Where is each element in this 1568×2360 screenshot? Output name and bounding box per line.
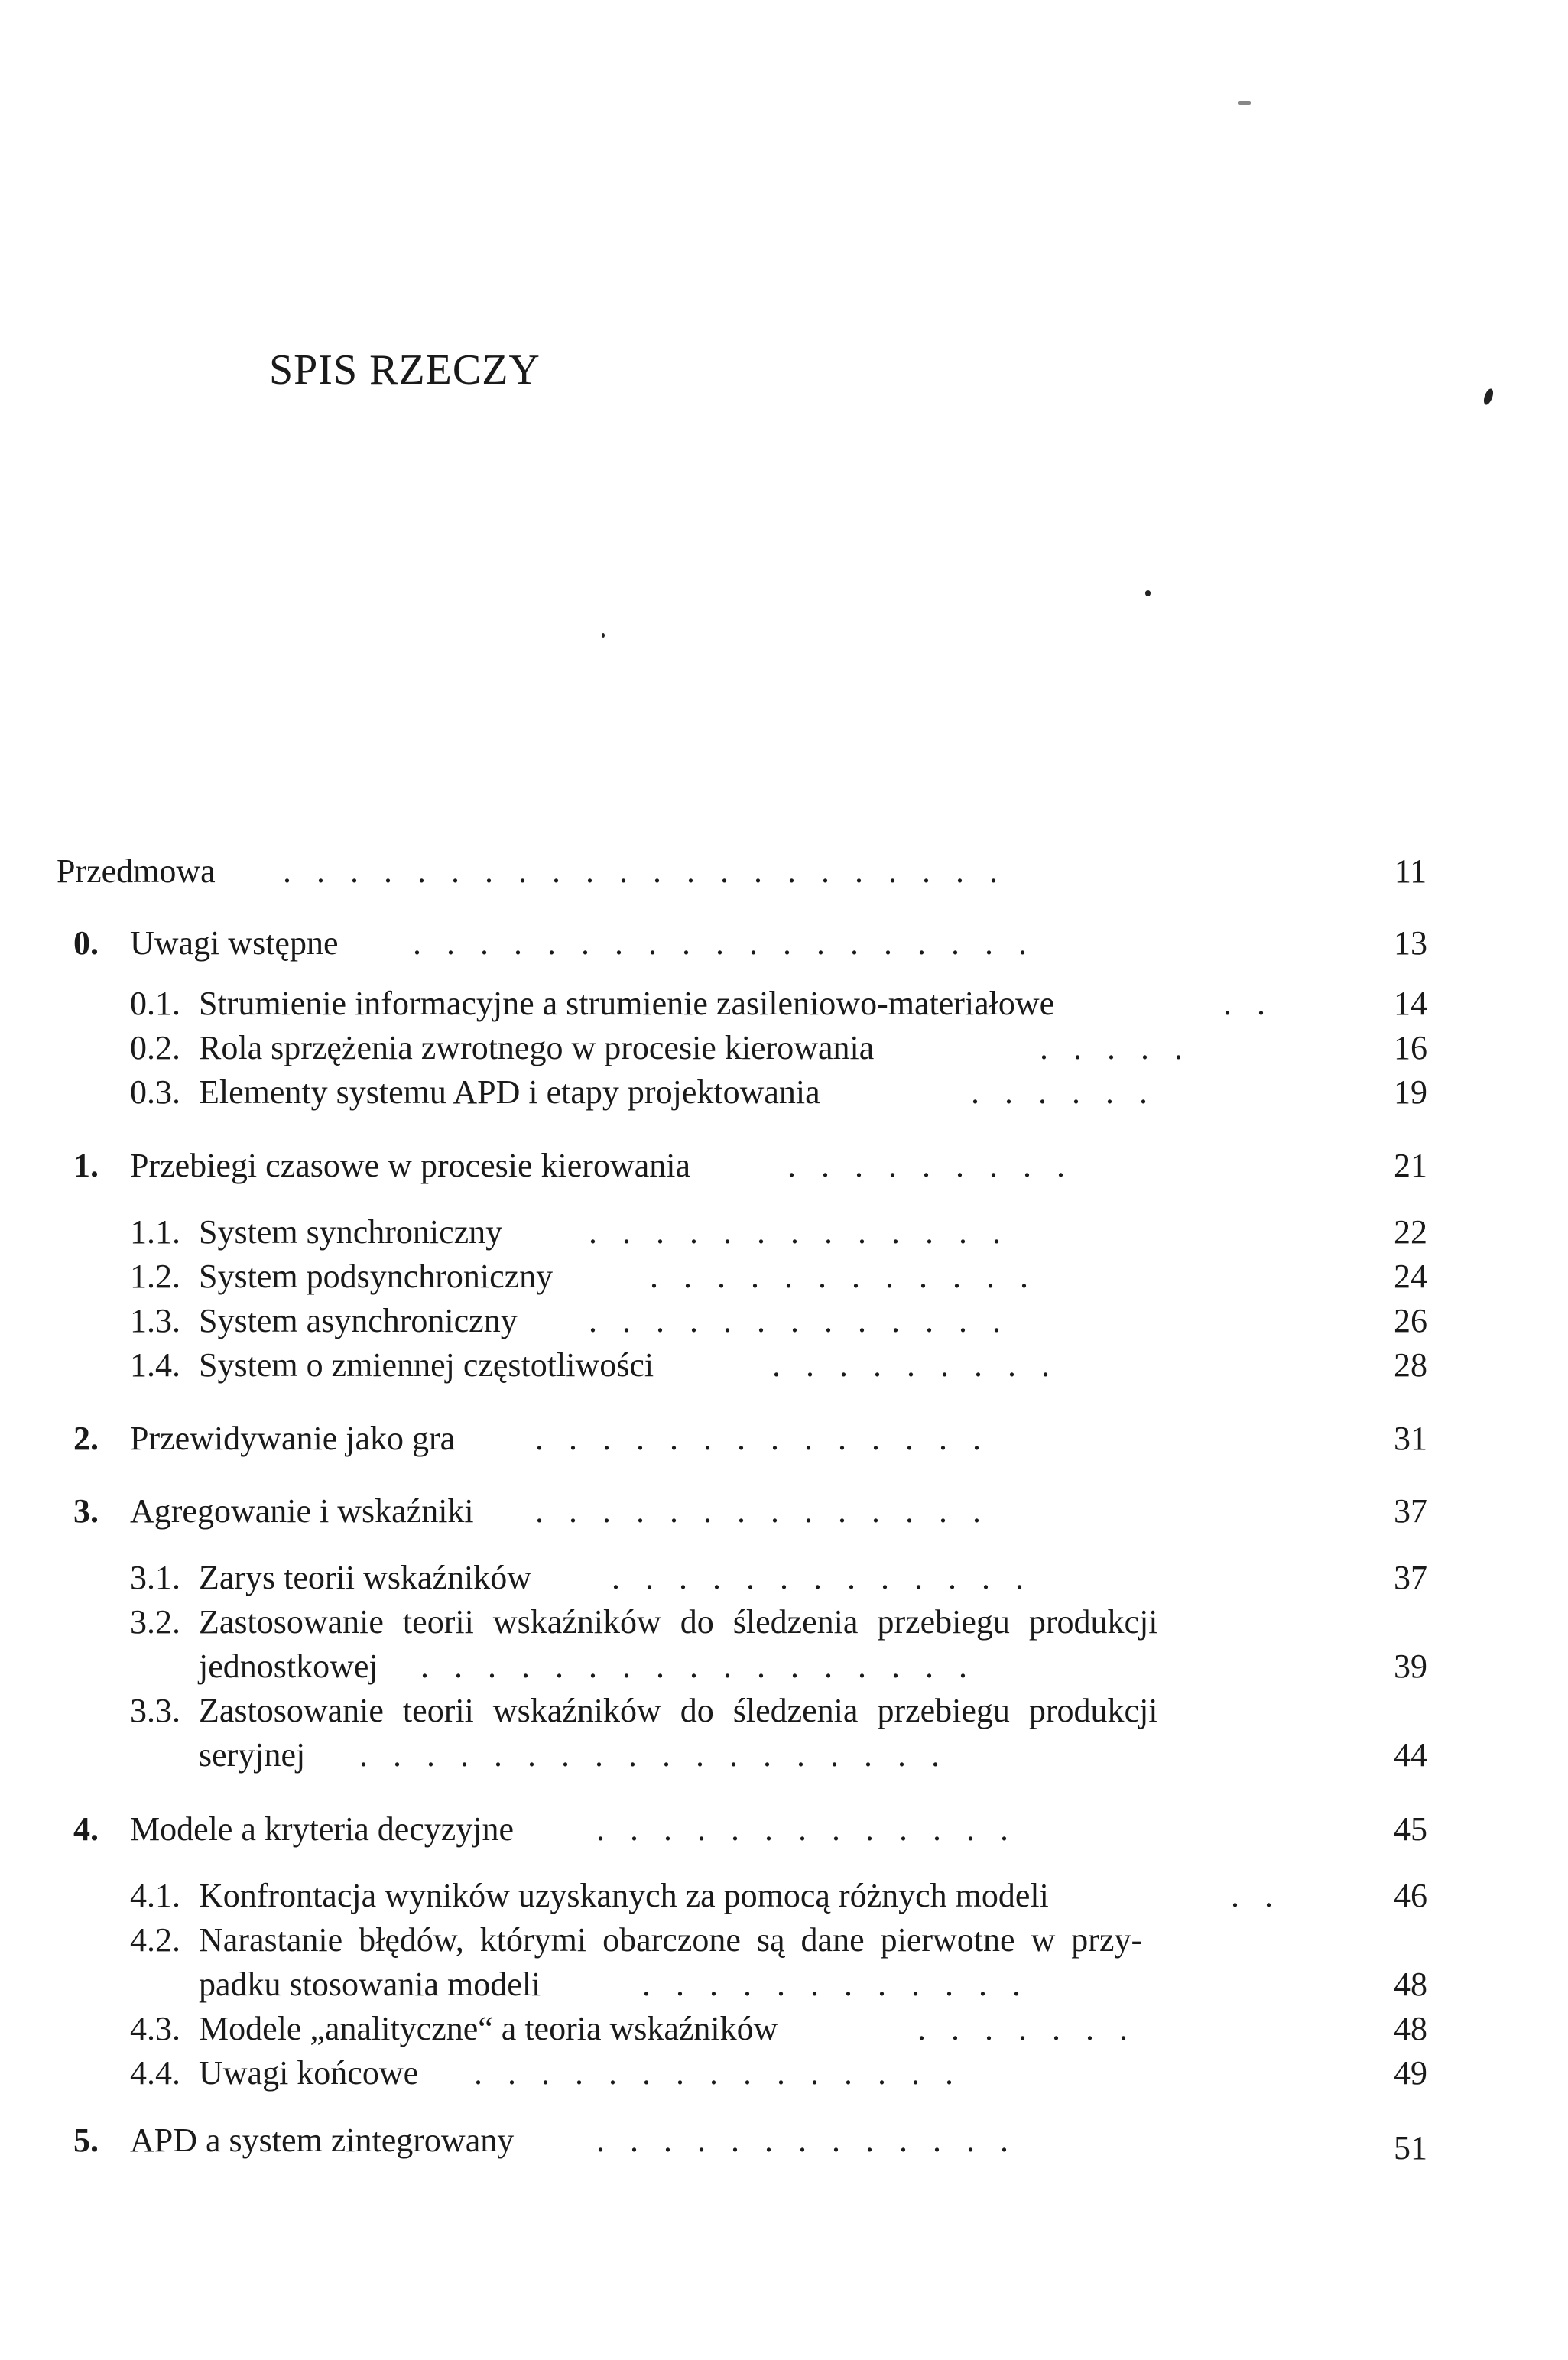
toc-leader-dots: . . . . . . . . .: [772, 1346, 1050, 1384]
toc-entry-page: 13: [1394, 924, 1427, 962]
toc-leader-dots: . . . . . . . . . . . . . .: [535, 1492, 981, 1530]
toc-entry-number: 1.4.: [130, 1346, 180, 1384]
toc-leader-dots: . . . . . . . . . . . . . . . . . . .: [413, 924, 1027, 962]
toc-entry-title-line2: seryjnej: [199, 1736, 306, 1774]
toc-entry-number: 3.: [73, 1492, 99, 1530]
toc-entry-title-line2: padku stosowania modeli: [199, 1966, 541, 2003]
toc-leader-dots: . . . . . . . . .: [787, 1147, 1065, 1184]
toc-entry-page: 22: [1394, 1213, 1427, 1251]
toc-leader-dots: . . . . .: [1040, 1029, 1183, 1066]
toc-entry-page: 37: [1394, 1559, 1427, 1596]
toc-entry-title: System asynchroniczny: [199, 1302, 518, 1339]
page-title: SPIS RZECZY: [269, 346, 541, 394]
toc-entry-title: Uwagi końcowe: [199, 2054, 419, 2092]
toc-entry-title-line2: jednostkowej: [199, 1647, 378, 1685]
toc-entry-page: 14: [1394, 985, 1427, 1022]
toc-entry-number: 4.1.: [130, 1877, 180, 1914]
toc-entry-number: 1.: [73, 1147, 99, 1184]
toc-entry-page: 16: [1394, 1029, 1427, 1066]
toc-entry-title: Rola sprzężenia zwrotnego w procesie kierowania: [199, 1029, 875, 1066]
toc-leader-dots: . . . . . . . . . . . . . . .: [474, 2054, 953, 2092]
toc-entry-page: 11: [1394, 852, 1427, 890]
toc-entry-page: 28: [1394, 1346, 1427, 1384]
toc-entry-title: Konfrontacja wyników uzyskanych za pomocą różnych modeli: [199, 1877, 1049, 1914]
toc-leader-dots: . .: [1223, 985, 1265, 1022]
toc-entry-page: 39: [1394, 1647, 1427, 1685]
toc-entry-page: 44: [1394, 1736, 1427, 1774]
toc-entry-page: 46: [1394, 1877, 1427, 1914]
toc-leader-dots: . . . . . . . . . . . .: [650, 1258, 1028, 1295]
toc-leader-dots: . . . . . .: [971, 1073, 1148, 1111]
toc-entry-title: Modele a kryteria decyzyjne: [130, 1810, 515, 1848]
toc-entry-number: 0.2.: [130, 1029, 180, 1066]
toc-entry-number: 4.3.: [130, 2010, 180, 2047]
toc-entry-title: Strumienie informacyjne a strumienie zasileniowo-materiałowe: [199, 985, 1055, 1022]
toc-entry-number: 5.: [73, 2121, 99, 2159]
toc-entry-number: 1.1.: [130, 1213, 180, 1251]
toc-leader-dots: . . . . . . . . . . . . .: [589, 1302, 1001, 1339]
toc-entry-title: Agregowanie i wskaźniki: [130, 1492, 474, 1530]
toc-entry-page: 19: [1394, 1073, 1427, 1111]
toc-entry-title: System podsynchroniczny: [199, 1258, 554, 1295]
toc-entry-page: 31: [1394, 1420, 1427, 1457]
toc-leader-dots: . . . . . . . . . . . .: [642, 1966, 1021, 2003]
toc-entry-page: 51: [1394, 2129, 1427, 2167]
toc-entry-page: 37: [1394, 1492, 1427, 1530]
toc-entry-page: 26: [1394, 1302, 1427, 1339]
toc-entry-title: Zarys teorii wskaźników: [199, 1559, 531, 1596]
toc-entry-number: 1.2.: [130, 1258, 180, 1295]
toc-entry-title: Przedmowa: [57, 852, 216, 890]
toc-leader-dots: . . . . . . . . . . . . . .: [535, 1420, 981, 1457]
toc-entry-title: Uwagi wstępne: [130, 924, 339, 962]
toc-entry-page: 24: [1394, 1258, 1427, 1295]
toc-entry-number: 4.2.: [130, 1921, 180, 1959]
toc-entry-number: 0.1.: [130, 985, 180, 1022]
toc-entry-page: 48: [1394, 1966, 1427, 2003]
toc-entry-number: 2.: [73, 1420, 99, 1457]
toc-entry-page: 45: [1394, 1810, 1427, 1848]
toc-entry-page: 49: [1394, 2054, 1427, 2092]
toc-leader-dots: . . . . . . . . . . . . . . . . . . . . . .: [283, 852, 998, 890]
toc-entry-title: Zastosowanie teorii wskaźników do śledzenia przebiegu produkcji: [199, 1603, 1158, 1641]
toc-entry-title: System o zmiennej częstotliwości: [199, 1346, 654, 1384]
toc-leader-dots: . . . . . . . . . . . . .: [612, 1559, 1024, 1596]
toc-entry-title: System synchroniczny: [199, 1213, 503, 1251]
toc-entry-number: 0.: [73, 924, 99, 962]
toc-leader-dots: . . . . . . . . . . . . . . . . . .: [359, 1736, 940, 1774]
toc-leader-dots: . . . . . . . . . . . . .: [596, 1810, 1008, 1848]
toc-entry-title: Przewidywanie jako gra: [130, 1420, 456, 1457]
toc-entry-number: 4.4.: [130, 2054, 180, 2092]
toc-entry-title: Elementy systemu APD i etapy projektowania: [199, 1073, 820, 1111]
toc-leader-dots: . . . . . . . . . . . . .: [596, 2121, 1008, 2159]
toc-leader-dots: . . . . . . . . . . . . . . . . .: [420, 1647, 967, 1685]
toc-entry-number: 3.1.: [130, 1559, 180, 1596]
toc-entry-number: 0.3.: [130, 1073, 180, 1111]
toc-entry-title: Modele „analityczne“ a teoria wskaźników: [199, 2010, 778, 2047]
toc-entry-page: 21: [1394, 1147, 1427, 1184]
toc-entry-number: 3.2.: [130, 1603, 180, 1641]
toc-leader-dots: . . . . . . .: [917, 2010, 1128, 2047]
toc-entry-title: Zastosowanie teorii wskaźników do śledzenia przebiegu produkcji: [199, 1692, 1158, 1729]
toc-entry-title: Przebiegi czasowe w procesie kierowania: [130, 1147, 691, 1184]
toc-entry-number: 1.3.: [130, 1302, 180, 1339]
toc-entry-number: 4.: [73, 1810, 99, 1848]
toc-entry-page: 48: [1394, 2010, 1427, 2047]
toc-entry-title: Narastanie błędów, którymi obarczone są dane pierwotne w przy-: [199, 1921, 1143, 1959]
toc-entry-number: 3.3.: [130, 1692, 180, 1729]
toc-leader-dots: . .: [1231, 1877, 1273, 1914]
toc-leader-dots: . . . . . . . . . . . . .: [589, 1213, 1001, 1251]
toc-entry-title: APD a system zintegrowany: [130, 2121, 515, 2159]
